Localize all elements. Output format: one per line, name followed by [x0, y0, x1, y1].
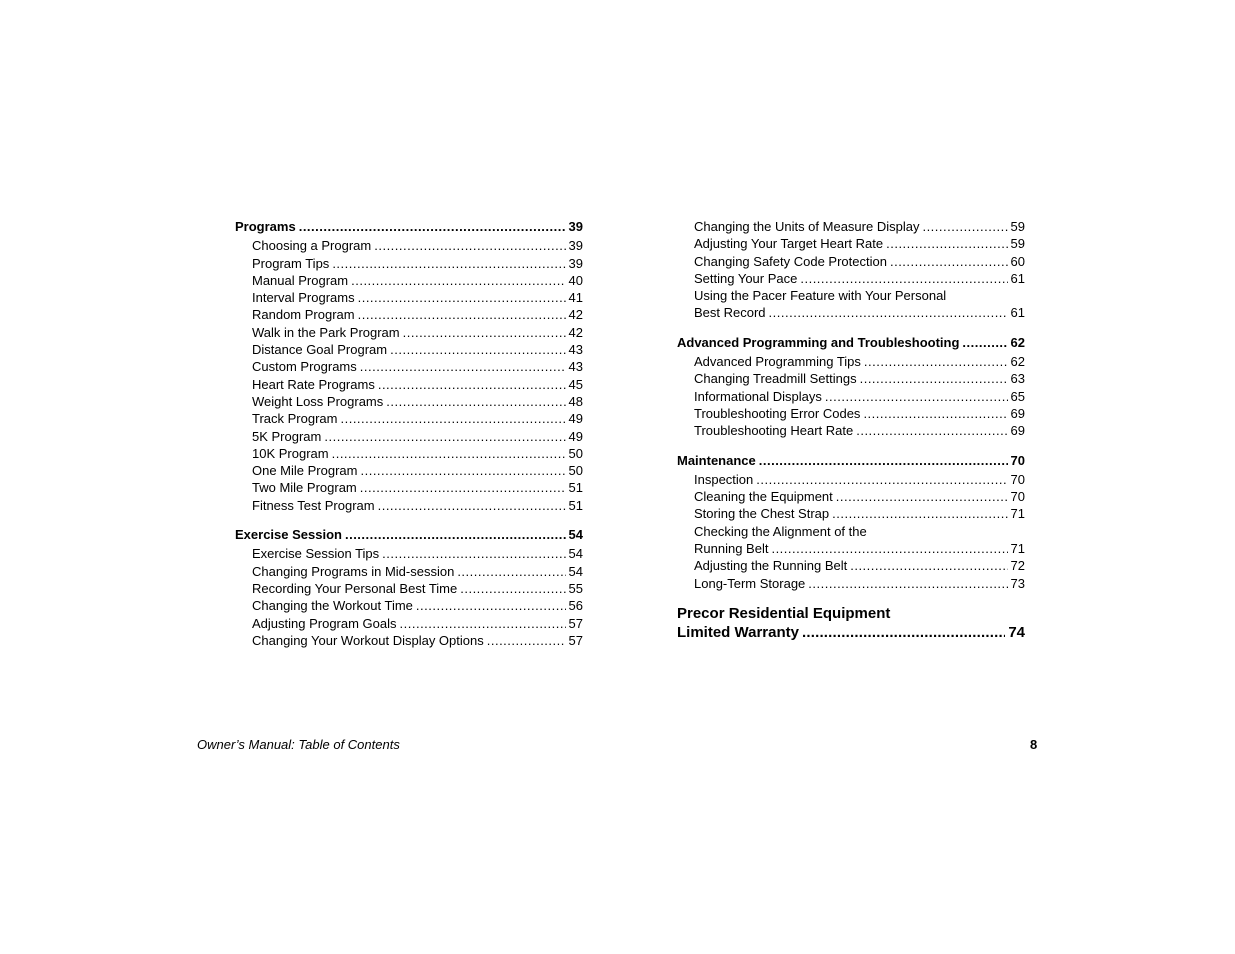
- toc-entry[interactable]: [677, 370, 1025, 387]
- toc-heading-label: Maintenance: [677, 452, 756, 468]
- toc-page-number: 49: [568, 411, 583, 427]
- toc-entry[interactable]: [235, 632, 583, 649]
- toc-section-programs: [235, 218, 583, 514]
- dot-leader: [386, 393, 565, 410]
- warranty-label: Limited Warranty: [677, 624, 799, 642]
- toc-page-number: 50: [568, 463, 583, 479]
- toc-entry[interactable]: [235, 545, 583, 562]
- toc-entry[interactable]: [235, 497, 583, 514]
- toc-entry-label: 5K Program: [252, 428, 322, 444]
- dot-leader: [808, 575, 1007, 592]
- dot-leader: [850, 557, 1007, 574]
- toc-page-number: 70: [1010, 452, 1025, 468]
- toc-entry-label: Changing Programs in Mid-session: [252, 563, 455, 579]
- dot-leader: [360, 462, 565, 479]
- toc-entry[interactable]: [677, 353, 1025, 370]
- toc-page-number: 51: [568, 497, 583, 513]
- toc-entry-label: Changing the Workout Time: [252, 598, 413, 614]
- toc-heading-label: Exercise Session: [235, 527, 342, 543]
- dot-leader: [863, 405, 1007, 422]
- toc-entry-label: Heart Rate Programs: [252, 376, 375, 392]
- toc-page-number: 42: [568, 307, 583, 323]
- toc-entry-label: Adjusting the Running Belt: [694, 558, 848, 574]
- toc-entry[interactable]: [235, 410, 583, 427]
- toc-page-number: 56: [568, 598, 583, 614]
- toc-entry[interactable]: [235, 376, 583, 393]
- toc-entry[interactable]: [235, 563, 583, 580]
- toc-entry-label: Changing Your Workout Display Options: [252, 632, 484, 648]
- dot-leader: [800, 270, 1007, 287]
- dot-leader: [836, 488, 1008, 505]
- toc-page-number: 62: [1010, 334, 1025, 350]
- toc-entry-label: Informational Displays: [694, 388, 822, 404]
- toc-entry-label: Two Mile Program: [252, 480, 357, 496]
- toc-entry[interactable]: [235, 289, 583, 306]
- toc-entry[interactable]: [677, 270, 1025, 287]
- toc-entry-label: Troubleshooting Error Codes: [694, 405, 861, 421]
- toc-page-number: 71: [1010, 506, 1025, 522]
- toc-entry-label: Manual Program: [252, 272, 349, 288]
- toc-entry[interactable]: [677, 575, 1025, 592]
- dot-leader: [860, 370, 1008, 387]
- dot-leader: [759, 452, 1008, 469]
- dot-leader: [378, 376, 566, 393]
- toc-entry[interactable]: [235, 462, 583, 479]
- dot-leader: [340, 410, 565, 427]
- toc-left-column: [235, 218, 583, 649]
- footer-page-number: 8: [1030, 737, 1038, 752]
- toc-page-number: 71: [1010, 541, 1025, 557]
- toc-entry[interactable]: [677, 304, 1025, 321]
- toc-entry[interactable]: [235, 479, 583, 496]
- dot-leader: [390, 341, 565, 358]
- toc-entry-label: Exercise Session Tips: [252, 546, 380, 562]
- toc-entry-label: Setting Your Pace: [694, 270, 798, 286]
- dot-leader: [332, 445, 566, 462]
- footer-title: Owner’s Manual: Table of Contents: [197, 737, 400, 752]
- dot-leader: [299, 218, 566, 235]
- toc-entry-label: Distance Goal Program: [252, 342, 388, 358]
- toc-entry-label: Storing the Chest Strap: [694, 506, 830, 522]
- toc-section-maintenance: [677, 452, 1025, 592]
- toc-page-number: 60: [1010, 253, 1025, 269]
- dot-leader: [382, 545, 565, 562]
- toc-page-number: 57: [568, 615, 583, 631]
- dot-leader: [358, 306, 566, 323]
- toc-entry-label: Long-Term Storage: [694, 575, 806, 591]
- toc-entry-label: Interval Programs: [252, 290, 355, 306]
- toc-page-number: 69: [1010, 405, 1025, 421]
- toc-entry[interactable]: [235, 341, 583, 358]
- toc-page-number: 42: [568, 324, 583, 340]
- toc-page-number: 39: [568, 255, 583, 271]
- toc-entry[interactable]: [235, 255, 583, 272]
- dot-leader: [771, 540, 1007, 557]
- toc-entry-label: Weight Loss Programs: [252, 393, 384, 409]
- dot-leader: [360, 358, 566, 375]
- toc-page-number: 51: [568, 480, 583, 496]
- toc-page-number: 45: [568, 376, 583, 392]
- toc-entry-label: Changing Treadmill Settings: [694, 371, 857, 387]
- dot-leader: [332, 255, 565, 272]
- toc-entry-label: Cleaning the Equipment: [694, 489, 833, 505]
- toc-section-continued: [677, 218, 1025, 322]
- dot-leader: [374, 237, 565, 254]
- toc-entry[interactable]: [235, 597, 583, 614]
- toc-page-number: 55: [568, 580, 583, 596]
- toc-entry-label: Recording Your Personal Best Time: [252, 580, 458, 596]
- toc-entry-first-line[interactable]: Using the Pacer Feature with Your Personal: [694, 288, 947, 304]
- dot-leader: [403, 324, 566, 341]
- dot-leader: [360, 479, 566, 496]
- toc-page-number: 72: [1010, 558, 1025, 574]
- toc-heading[interactable]: [235, 526, 583, 543]
- toc-page-number: 54: [568, 546, 583, 562]
- dot-leader: [487, 632, 566, 649]
- toc-page-number: 62: [1010, 354, 1025, 370]
- dot-leader: [457, 563, 565, 580]
- toc-page-number: 41: [568, 290, 583, 306]
- dot-leader: [358, 289, 566, 306]
- toc-entry[interactable]: [677, 235, 1025, 252]
- toc-page-number: 73: [1010, 575, 1025, 591]
- toc-entry-label: Inspection: [694, 471, 754, 487]
- toc-entry[interactable]: [235, 324, 583, 341]
- dot-leader: [400, 615, 566, 632]
- toc-entry-label: Random Program: [252, 307, 355, 323]
- toc-section-warranty[interactable]: [677, 604, 1025, 643]
- toc-entry-label: Best Record: [694, 305, 766, 321]
- toc-right-column: [677, 218, 1025, 643]
- dot-leader: [351, 272, 565, 289]
- toc-entry-label: Program Tips: [252, 255, 330, 271]
- dot-leader: [890, 253, 1008, 270]
- toc-entry[interactable]: [677, 557, 1025, 574]
- toc-entry[interactable]: [677, 253, 1025, 270]
- toc-entry[interactable]: [677, 405, 1025, 422]
- toc-entry[interactable]: [235, 358, 583, 375]
- toc-entry[interactable]: [677, 388, 1025, 405]
- dot-leader: [825, 388, 1008, 405]
- toc-heading[interactable]: [677, 452, 1025, 469]
- toc-page-number: 57: [568, 632, 583, 648]
- toc-page-number: 59: [1010, 219, 1025, 234]
- dot-leader: [416, 597, 566, 614]
- toc-entry-first-line[interactable]: Checking the Alignment of the: [694, 523, 867, 539]
- toc-page-number: 61: [1010, 305, 1025, 321]
- dot-leader: [460, 580, 565, 597]
- toc-entry-label: Adjusting Program Goals: [252, 615, 397, 631]
- dot-leader: [886, 235, 1007, 252]
- dot-leader: [345, 526, 566, 543]
- toc-entry[interactable]: [235, 580, 583, 597]
- toc-page-number: 74: [1008, 624, 1025, 642]
- dot-leader: [769, 304, 1008, 321]
- toc-entry-label: Troubleshooting Heart Rate: [694, 423, 854, 439]
- toc-entry-label: Walk in the Park Program: [252, 324, 400, 340]
- toc-entry[interactable]: [677, 422, 1025, 439]
- toc-entry-label: Track Program: [252, 411, 338, 427]
- toc-entry[interactable]: [235, 306, 583, 323]
- toc-entry-label: Adjusting Your Target Heart Rate: [694, 236, 884, 252]
- toc-page-number: 39: [568, 219, 583, 234]
- dot-leader: [324, 428, 565, 445]
- dot-leader: [856, 422, 1007, 439]
- toc-page-number: 69: [1010, 423, 1025, 439]
- toc-entry[interactable]: [235, 237, 583, 254]
- toc-entry[interactable]: [677, 505, 1025, 522]
- toc-entry-label: Fitness Test Program: [252, 497, 375, 513]
- toc-entry[interactable]: [235, 615, 583, 632]
- dot-leader: [922, 218, 1007, 235]
- toc-section-exercise-session: [235, 526, 583, 649]
- toc-entry[interactable]: [235, 393, 583, 410]
- toc-entry[interactable]: [235, 428, 583, 445]
- toc-entry-label: 10K Program: [252, 445, 329, 461]
- toc-page-number: 39: [568, 238, 583, 254]
- toc-entry-label: One Mile Program: [252, 463, 358, 479]
- toc-entry[interactable]: [235, 272, 583, 289]
- toc-entry-label: Changing the Units of Measure Display: [694, 219, 920, 234]
- toc-heading[interactable]: [235, 218, 583, 235]
- warranty-entry: [677, 623, 1025, 643]
- dot-leader: [962, 334, 1007, 351]
- dot-leader: [802, 623, 1005, 643]
- toc-page-number: 59: [1010, 236, 1025, 252]
- toc-entry-label: Changing Safety Code Protection: [694, 253, 887, 269]
- warranty-title-line: Precor Residential Equipment: [677, 604, 891, 622]
- toc-entry-label: Custom Programs: [252, 359, 357, 375]
- toc-page-number: 54: [568, 563, 583, 579]
- toc-entry[interactable]: [677, 488, 1025, 505]
- toc-entry-label: Choosing a Program: [252, 238, 372, 254]
- toc-page-number: 49: [568, 428, 583, 444]
- toc-page-number: 61: [1010, 270, 1025, 286]
- toc-page-number: 40: [568, 272, 583, 288]
- toc-entry-label: Advanced Programming Tips: [694, 354, 861, 370]
- toc-entry[interactable]: [677, 540, 1025, 557]
- toc-page-number: 70: [1010, 471, 1025, 487]
- toc-page-number: 43: [568, 342, 583, 358]
- toc-heading-label: Advanced Programming and Troubleshooting: [677, 334, 960, 350]
- toc-entry-label: Running Belt: [694, 541, 769, 557]
- toc-page-number: 43: [568, 359, 583, 375]
- toc-page-number: 54: [568, 527, 583, 543]
- dot-leader: [756, 471, 1007, 488]
- toc-entry[interactable]: [235, 445, 583, 462]
- dot-leader: [864, 353, 1008, 370]
- toc-page-number: 70: [1010, 489, 1025, 505]
- toc-heading-label: Programs: [235, 219, 296, 234]
- toc-page-number: 48: [568, 393, 583, 409]
- dot-leader: [378, 497, 566, 514]
- toc-section-advanced-programming: [677, 334, 1025, 440]
- toc-page-number: 50: [568, 445, 583, 461]
- toc-page-number: 63: [1010, 371, 1025, 387]
- toc-entry[interactable]: [677, 218, 1025, 235]
- toc-entry[interactable]: [677, 471, 1025, 488]
- toc-heading[interactable]: [677, 334, 1025, 351]
- dot-leader: [832, 505, 1007, 522]
- toc-page-number: 65: [1010, 388, 1025, 404]
